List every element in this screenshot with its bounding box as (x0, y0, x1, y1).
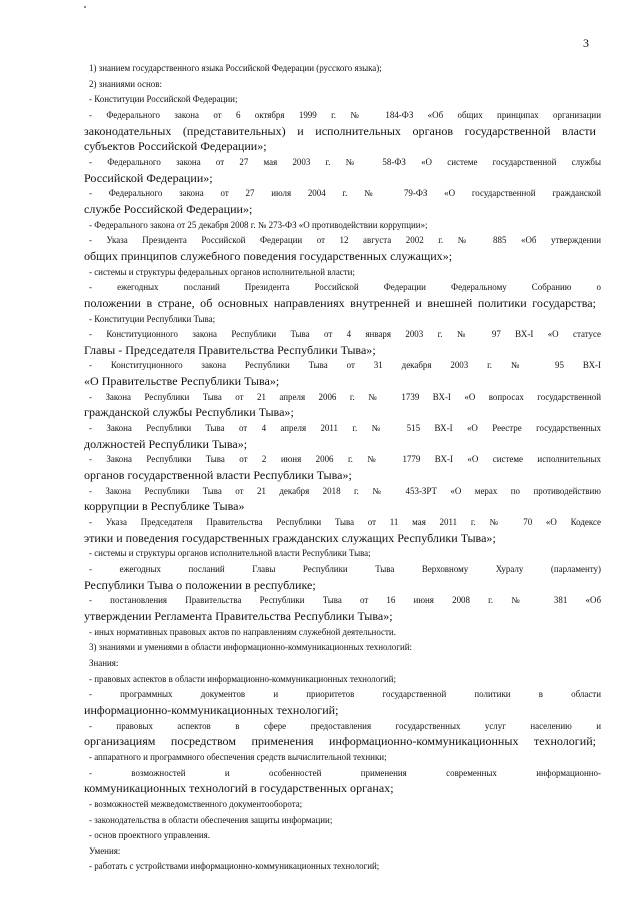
text-line: субъектов Российской Федерации»; (84, 139, 267, 154)
text-line: - правовых аспектов в сфере предоставления государственных услуг населению и (89, 720, 601, 731)
text-line: - Конституционного закона Республики Тыва от 31 декабря 2003 г. № 95 ВХ-I (89, 360, 601, 371)
text-line: - работать с устройствами информационно-коммуникационных технологий; (89, 861, 380, 872)
text-line: - Федерального закона от 25 декабря 2008 г. № 273-ФЗ «О противодействии коррупции»; (89, 219, 428, 230)
text-line: должностей Республики Тыва»; (84, 436, 248, 451)
text-line: - программных документов и приоритетов государственной политики в области (89, 689, 601, 700)
text-line: 2) знаниями основ: (89, 78, 162, 89)
text-line: - правовых аспектов в области информационно-коммуникационных технологий; (89, 673, 396, 684)
text-line: общих принципов служебного поведения государственных служащих»; (84, 248, 453, 263)
text-line: - Закона Республики Тыва от 21 апреля 2006 г. № 1739 ВХ-I «О вопросах государственной (89, 391, 601, 402)
text-line: 3) знаниями и умениями в области информационно-коммуникационных технологий: (89, 642, 412, 653)
text-line: - Конституции Республики Тыва; (89, 313, 216, 324)
text-line: - Конституционного закона Республики Тыва от 4 января 2003 г. № 97 ВХ-I «О статусе (89, 329, 601, 340)
text-line: - Закона Республики Тыва от 4 апреля 2011 г. № 515 ВХ-I «О Реестре государственных (89, 423, 601, 434)
text-line: положении в стране, об основных направлениях внутренней и внешней политики государства; (84, 295, 596, 310)
text-line: - системы и структуры органов исполнительной власти Республики Тыва; (89, 548, 371, 559)
text-line: - Закона Республики Тыва от 21 декабря 2018 г. № 453-ЗРТ «О мерах по противодействию (89, 485, 601, 496)
text-line: Знания: (89, 657, 119, 668)
text-line: информационно-коммуникационных технологий; (84, 702, 339, 717)
text-line: коррупции в Республике Тыва» (84, 499, 245, 514)
text-line: - Закона Республики Тыва от 2 июня 2006 г. № 1779 ВХ-I «О системе исполнительных (89, 454, 601, 465)
text-line: - ежегодных посланий Главы Республики Тыва Верховному Хуралу (парламенту) (89, 564, 601, 574)
text-line: - Федерального закона от 27 мая 2003 г. № 58-ФЗ «О системе государственной службы (89, 156, 601, 167)
text-line: - возможностей и особенностей применения современных информационно- (89, 767, 601, 778)
text-line: - ежегодных посланий Президента Российской Федерации Федеральному Собранию о (89, 282, 601, 293)
text-line: - системы и структуры федеральных органов исполнительной власти; (89, 266, 355, 277)
text-line: - аппаратного и программного обеспечения средств вычислительной техники; (89, 751, 387, 762)
text-line: органов государственной власти Республики Тыва»; (84, 468, 352, 483)
text-line: - возможностей межведомственного документооборота; (89, 798, 303, 809)
text-line: - Федерального закона от 6 октября 1999 г. № 184-ФЗ «Об общих принципах организации (89, 109, 601, 120)
text-line: службе Российской Федерации»; (84, 201, 253, 216)
text-line: - Указа Председателя Правительства Республики Тыва от 11 мая 2011 г. № 70 «О Кодексе (89, 517, 601, 528)
text-line: - постановления Правительства Республики Тыва от 16 июня 2008 г. № 381 «Об (89, 595, 601, 606)
text-line: коммуникационных технологий в государственных органах; (84, 781, 394, 796)
text-line: Российской Федерации»; (84, 170, 213, 185)
text-line: - иных нормативных правовых актов по направлениям служебной деятельности. (89, 626, 396, 637)
text-line: - Указа Президента Российской Федерации от 12 августа 2002 г. № 885 «Об утверждении (89, 235, 601, 246)
text-line: утверждении Регламента Правительства Республики Тыва»; (84, 608, 393, 623)
text-line: - Конституции Российской Федерации; (89, 94, 238, 105)
text-line: Республики Тыва о положении в республике; (84, 577, 316, 592)
text-line: законодательных (представительных) и исполнительных органов государственной власти (84, 123, 596, 138)
text-line: 1) знанием государственного языка Российской Федерации (русского языка); (89, 63, 382, 73)
scan-speck (84, 6, 86, 8)
text-line: гражданской службы Республики Тыва»; (84, 405, 294, 420)
text-line: организациям посредством применения информационно-коммуникационных технологий; (84, 734, 596, 749)
text-line: Умения: (89, 845, 121, 856)
text-line: - законодательства в области обеспечения защиты информации; (89, 814, 333, 825)
text-line: этики и поведения государственных гражданских служащих Республики Тыва»; (84, 530, 496, 545)
text-line: - Федерального закона от 27 июля 2004 г. № 79-ФЗ «О государственной гражданской (89, 188, 601, 199)
document-body (84, 61, 601, 875)
text-line: - основ проектного управления. (89, 830, 211, 841)
page-number: 3 (583, 36, 589, 50)
text-line: Главы - Председателя Правительства Республики Тыва»; (84, 342, 376, 357)
text-line: «О Правительстве Республики Тыва»; (84, 374, 280, 389)
